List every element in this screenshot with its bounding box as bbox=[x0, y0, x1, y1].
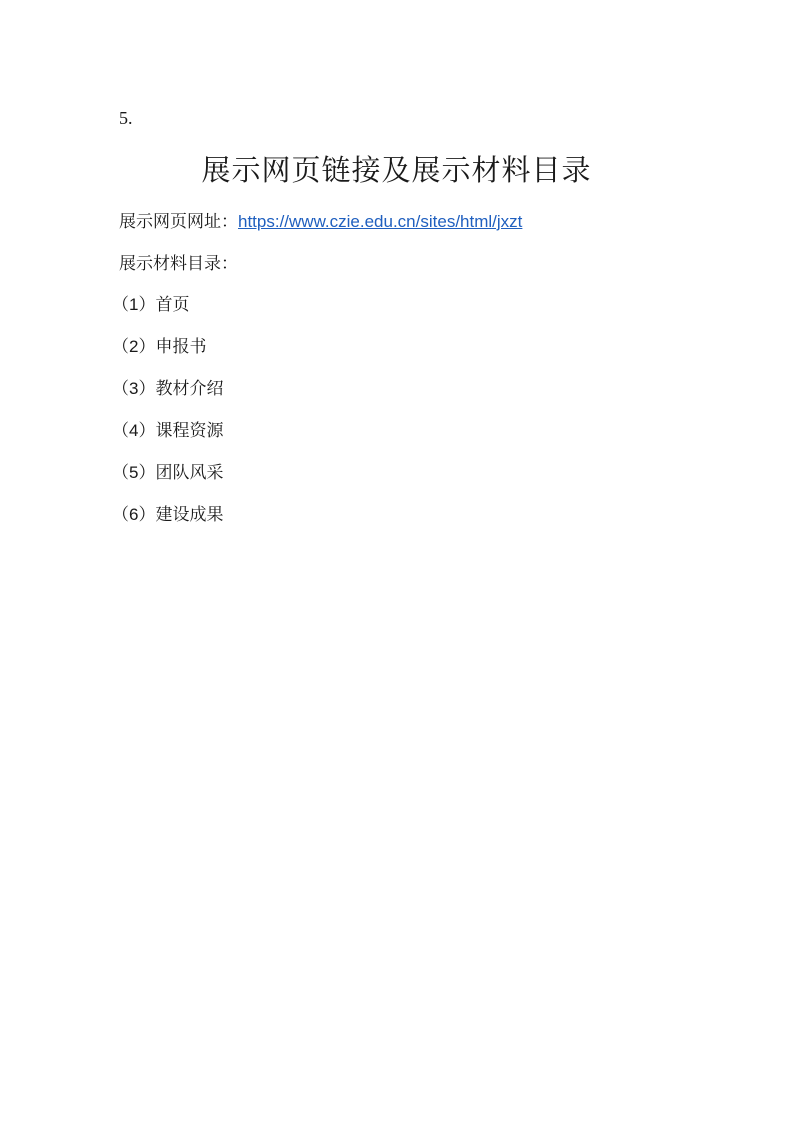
website-line bbox=[119, 210, 522, 234]
toc-list bbox=[112, 293, 223, 545]
toc-item-achievements bbox=[112, 503, 223, 527]
toc-item-number: （1） bbox=[112, 295, 156, 314]
toc-item-label: 首页 bbox=[155, 295, 190, 315]
toc-item-label: 课程资源 bbox=[155, 421, 224, 441]
toc-item-label: 团队风采 bbox=[155, 463, 224, 483]
website-label: 展示网页网址： bbox=[119, 212, 238, 232]
toc-item-number: （5） bbox=[112, 463, 156, 482]
toc-item-textbook bbox=[112, 377, 223, 401]
toc-item-resources bbox=[112, 419, 223, 443]
toc-item-team bbox=[112, 461, 223, 485]
page-title: 展示网页链接及展示材料目录 bbox=[201, 153, 592, 187]
toc-item-label: 建设成果 bbox=[155, 505, 224, 525]
toc-heading: 展示材料目录： bbox=[119, 254, 238, 274]
toc-item-homepage bbox=[112, 293, 223, 317]
page-number: 5. bbox=[119, 108, 133, 128]
toc-item-label: 教材介绍 bbox=[155, 379, 224, 399]
toc-item-number: （6） bbox=[112, 505, 156, 524]
toc-item-number: （4） bbox=[112, 421, 156, 440]
toc-item-application bbox=[112, 335, 223, 359]
website-link[interactable]: https://www.czie.edu.cn/sites/html/jxzt bbox=[238, 212, 523, 231]
toc-item-number: （3） bbox=[112, 379, 156, 398]
toc-item-number: （2） bbox=[112, 337, 156, 356]
toc-item-label: 申报书 bbox=[155, 337, 207, 357]
